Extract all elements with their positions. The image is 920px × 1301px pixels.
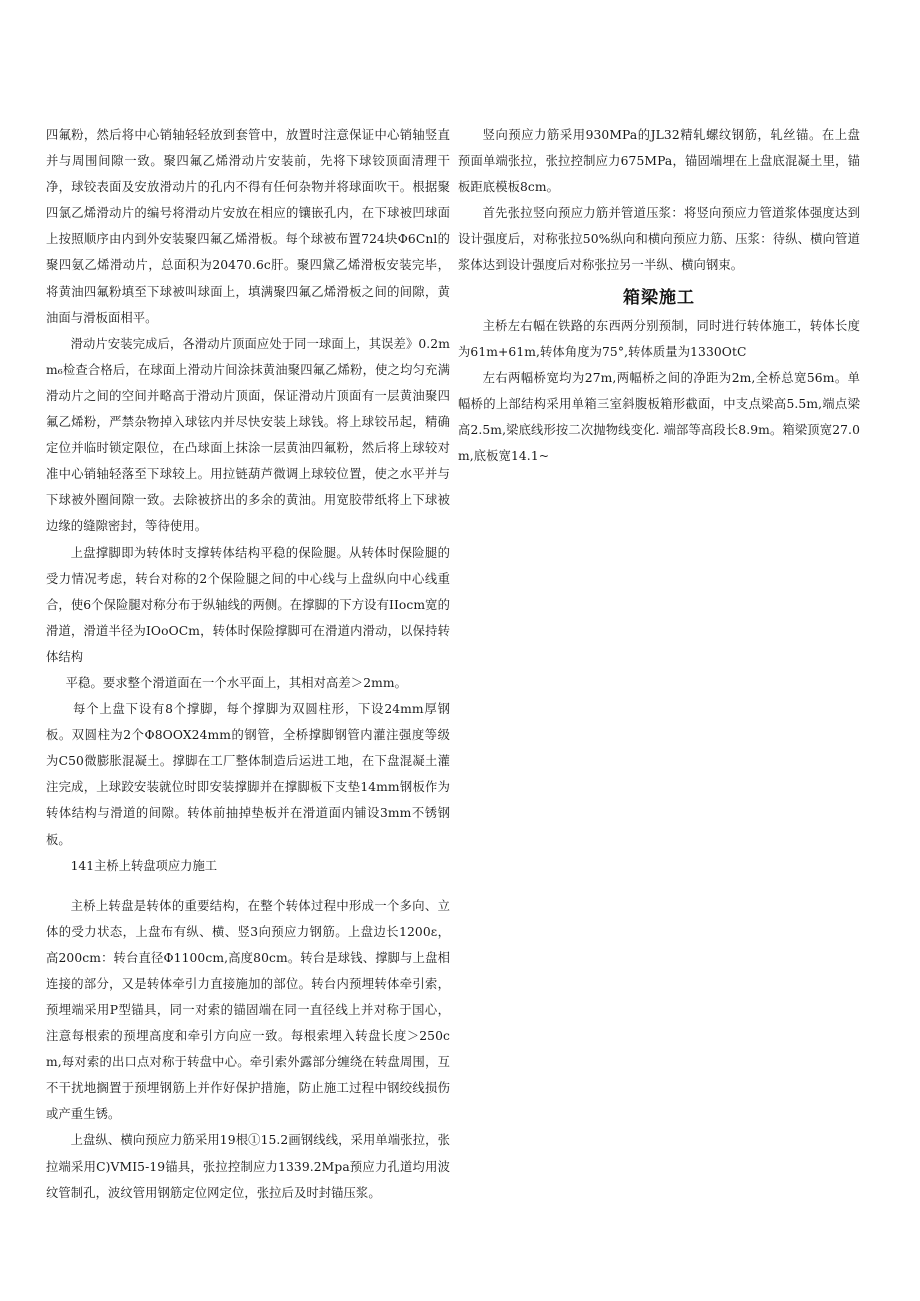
right-column xyxy=(458,122,860,469)
left-column xyxy=(46,122,450,1206)
section-title: 141主桥上转盘项应力施工 xyxy=(70,858,218,873)
left-paragraph-7: 上盘纵、横向预应力筋采用19根①15.2画钢线线，采用单端张拉，张拉端采用C)VMI5-19锚具，张拉控制应力1339.2Mpa预应力孔道均用波纹管制孔，波纹管用钢筋定位网定位，张拉后及时封锚压浆。 xyxy=(46,1133,450,1200)
left-paragraph-5: 每个上盘下设有8个撑脚，每个撑脚为双圆柱形，下设24mm厚钢板。双圆柱为2个Φ8OOX24mm的钢管，全桥撑脚钢管内灌注强度等级为C50微膨胀混凝土。撑脚在工厂整体制造后运进工地，在下盘混凝土灌注完成，上球跤安装就位时即安装撑脚并在撑脚板下支垫14mm钢板作为转体结构与滑道的间隙。转体前抽掉垫板并在滑道面内铺设3mm不锈钢板。 xyxy=(46,702,450,847)
right-paragraph-3: 主桥左右幅在铁路的东西两分别预制，同时进行转体施工，转体长度为61m+61m,转体角度为75°,转体质量为1330OtC xyxy=(458,318,860,359)
section-gap xyxy=(46,879,450,893)
left-paragraph-3: 上盘撑脚即为转体时支撑转体结构平稳的保险腿。从转体时保险腿的受力情况考虑，转台对称的2个保险腿之间的中心线与上盘纵向中心线重合，使6个保险腿对称分布于纵轴线的两侧。在撑脚的下方设有IIocm宽的滑道，滑道半径为IOoOCm，转体时保险撑脚可在滑道内滑动，以保持转体结构 xyxy=(46,545,450,664)
left-paragraph-1: 四氟粉，然后将中心销轴轻轻放到套管中，放置时注意保证中心销轴竖直并与周围间隙一致。聚四氟乙烯滑动片安装前，先将下球铰顶面清理干净，球铰表面及安放滑动片的孔内不得有任何杂物并将球面吹干。根据聚四氯乙烯滑动片的编号将滑动片安放在相应的镶嵌孔内，在下球被凹球面上按照顺序由内到外安装聚四氟乙烯滑板。每个球被布置724块Φ6Cnl的聚四氨乙烯滑动片，总面积为20470.6c肝。聚四黛乙烯滑板安装完毕，将黄油四氟粉填至下球被叫球面上，填满聚四氟乙烯滑板之间的间隙，黄油面与滑板面相平。 xyxy=(46,128,450,325)
left-paragraph-4: 平稳。要求整个滑道面在一个水平面上，其相对高差＞2mm。 xyxy=(65,675,408,690)
right-paragraph-1: 竖向预应力筋采用930MPa的JL32精轧螺纹钢筋，轧丝锚。在上盘预面单端张拉，张拉控制应力675MPa，锚固端埋在上盘底混凝土里，锚板距底模板8cm。 xyxy=(458,128,860,195)
right-paragraph-4: 左右两幅桥宽均为27m,两幅桥之间的净距为2m,全桥总宽56m。单幅桥的上部结构采用单箱三室斜腹板箱形截面，中支点梁高5.5m,端点梁高2.5m,梁底线形按二次抛物线变化. 端部等高段长8.9m。箱梁顶宽27.0m,底板宽14.1~ xyxy=(458,370,860,464)
left-paragraph-6: 主桥上转盘是转体的重要结构，在整个转体过程中形成一个多向、立体的受力状态，上盘布有纵、横、竖3向预应力钢筋。上盘边长1200ε，高200cm：转台直径Φ1100cm,高度80cm。转台是球钱、撑脚与上盘相连接的部分，又是转体牵引力直接施加的部位。转台内预埋转体牵引索，预埋端采用P型锚具，同一对索的锚固端在同一直径线上并对称于国心，注意每根索的预埋高度和牵引方向应一致。每根索埋入转盘长度＞250cm,每对索的出口点对称于转盘中心。牵引索外露部分缠绕在转盘周围，互不干扰地搁置于预埋钢筋上并作好保护措施，防止施工过程中钢绞线损伤或产重生锈。 xyxy=(46,898,450,1122)
right-paragraph-2: 首先张拉竖向预应力筋并管道压浆：将竖向预应力管道浆体强度达到设计强度后，对称张拉50%纵向和横向预应力筋、压浆：待纵、横向管道浆体达到设计强度后对称张拉另一半纵、横向钢束。 xyxy=(458,206,860,273)
section-heading-box-girder: 箱梁施工 xyxy=(623,287,695,308)
left-paragraph-2: 滑动片安装完成后，各滑动片顶面应处于同一球面上，其误差》0.2mm₆检查合格后，在球面上滑动片间涂抹黄油聚四氟乙烯粉，使之均匀充满滑动片之间的空间并略高于滑动片顶面，保证滑动片顶面有一层黄油聚四氟乙烯粉，严禁杂物掉入球铉内并尽快安装上球钱。将上球铰吊起，精确定位并临时锁定限位，在凸球面上抹涂一层黄油四氟粉，然后将上球较对准中心销轴轻落至下球较上。用拉链葫芦微调上球较位置，使之水平并与下球被外圈间隙一致。去除被挤出的多余的黄油。用宽胶带纸将上下球被边缘的缝隙密封，等待使用。 xyxy=(46,336,450,534)
